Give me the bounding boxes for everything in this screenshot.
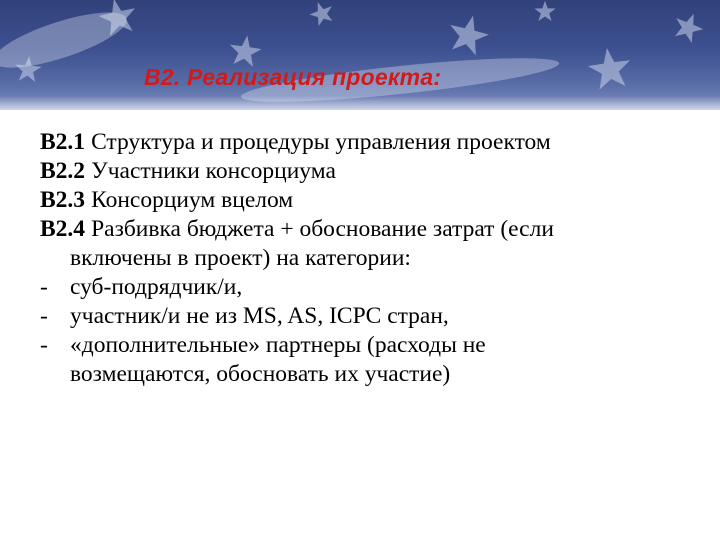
- star-icon: [534, 1, 555, 21]
- star-icon: [670, 8, 708, 45]
- bullet-marker: -: [40, 303, 48, 329]
- item-code: B2.1: [40, 129, 86, 155]
- item-text: Консорциум вцелом: [91, 187, 294, 213]
- star-icon: [306, 0, 336, 28]
- bullet-item: [40, 273, 700, 302]
- item-code: B2.4: [40, 216, 86, 242]
- bullet-text: участник/и не из MS, AS, ICPC стран,: [70, 303, 449, 329]
- star-icon: [445, 11, 493, 57]
- bullet-item: [40, 302, 700, 331]
- bullet-text: суб-подрядчик/и,: [70, 274, 243, 300]
- slide-title: B2. Реализация проекта:: [144, 64, 442, 90]
- eu-flag-banner: [0, 0, 720, 110]
- list-item: [40, 186, 700, 215]
- star-icon-field: [0, 0, 720, 110]
- item-code: B2.2: [40, 158, 86, 184]
- banner-fade: [0, 96, 720, 118]
- item-text: Разбивка бюджета + обоснование затрат (если: [91, 216, 554, 242]
- bullet-marker: -: [40, 332, 48, 358]
- bullet-text: «дополнительные» партнеры (расходы не: [70, 332, 486, 358]
- bullet-marker: -: [40, 274, 48, 300]
- bullet-continuation: возмещаются, обосновать их участие): [70, 361, 451, 387]
- list-item: [40, 157, 700, 186]
- list-item: [40, 128, 700, 157]
- slide-body: [40, 128, 700, 389]
- item-text: Участники консорциума: [91, 158, 336, 184]
- flag-highlight: [0, 1, 132, 79]
- item-continuation: включены в проект) на категории:: [70, 245, 411, 271]
- item-code: B2.3: [40, 187, 86, 213]
- item-text: Структура и процедуры управления проектом: [91, 129, 551, 155]
- bullet-item: [40, 331, 700, 360]
- list-item: [40, 215, 700, 244]
- star-icon: [227, 33, 263, 68]
- star-icon: [586, 45, 634, 91]
